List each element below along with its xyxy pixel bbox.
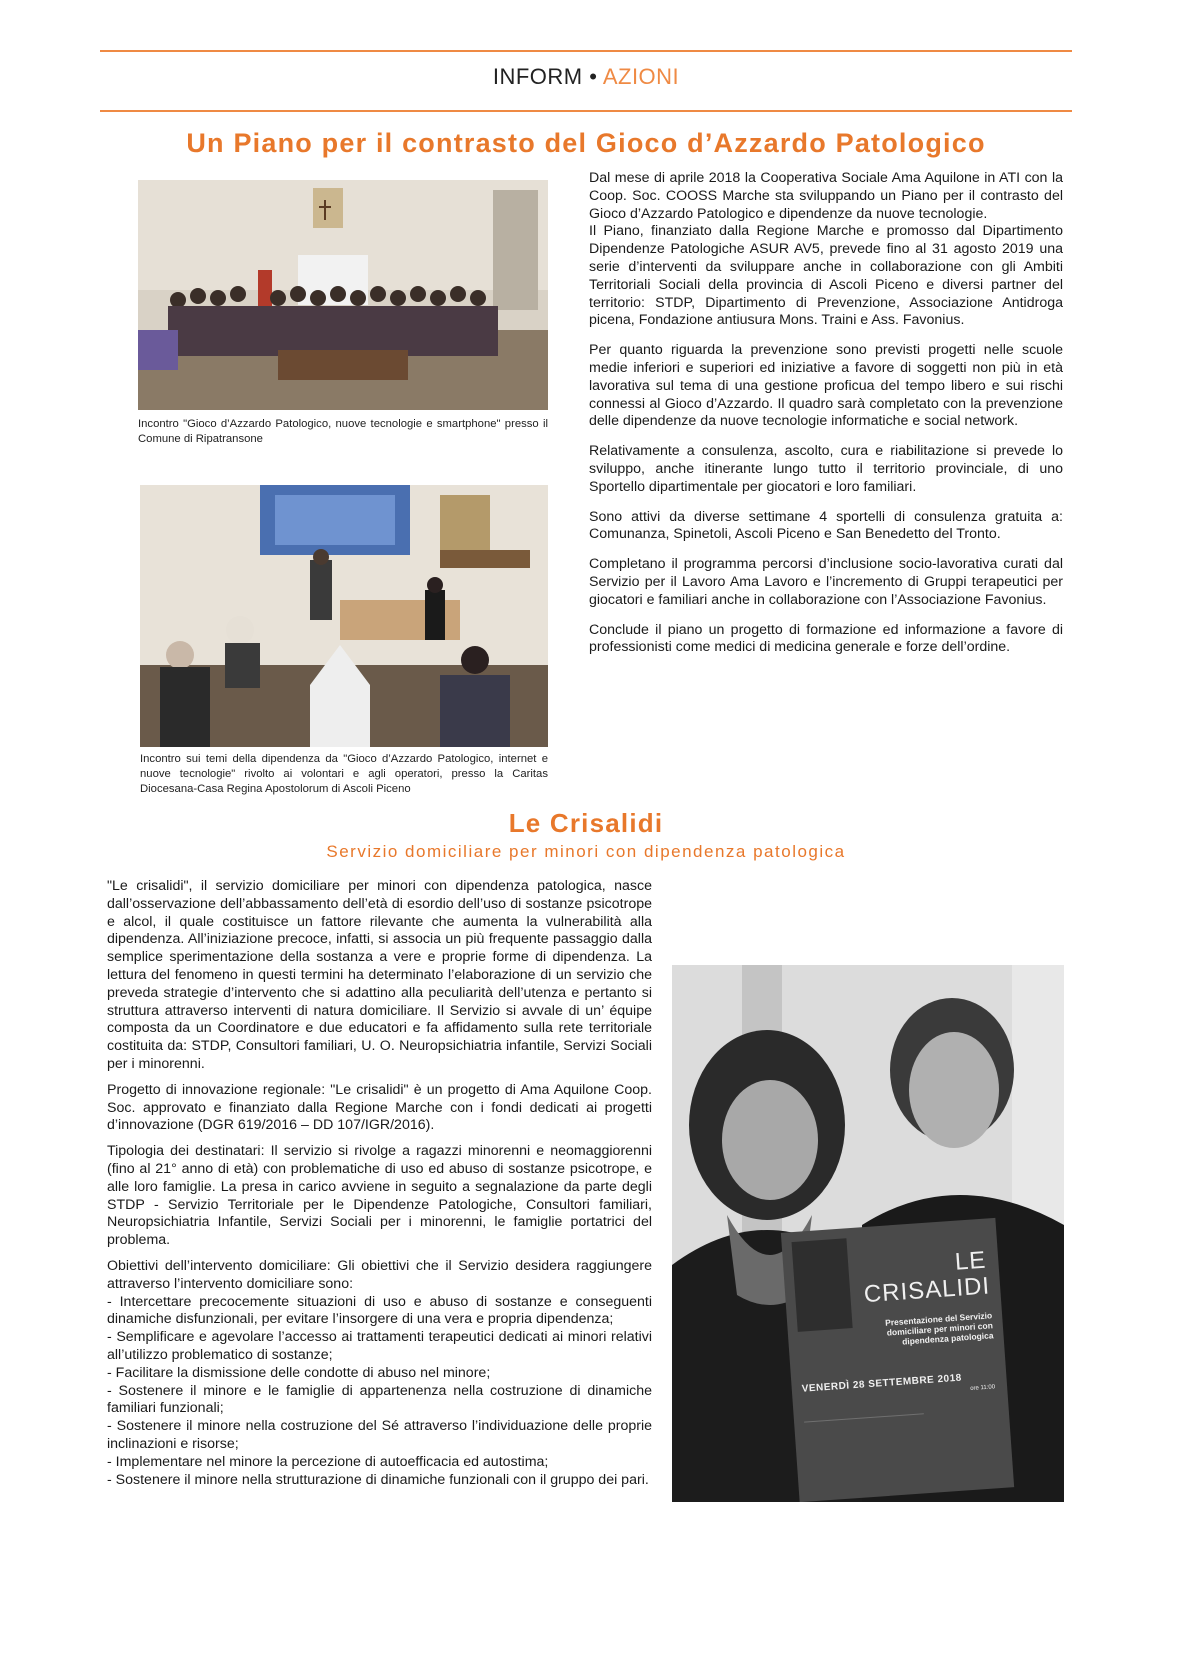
photo-group-ripatransone (138, 180, 548, 410)
objective-item: - Sostenere il minore e le famiglie di appartenenza nella costruzione di dinamiche familiari funzionali; (107, 1382, 652, 1417)
article1-paragraph: Per quanto riguarda la prevenzione sono previsti progetti nelle scuole medie inferiori e superiori ed iniziative a favore di soggetti non più in età lavorativa sul tema di una gestione proficua del tempo libero e sui rischi connessi al Gioco d’Azzardo. Il quadro sarà completato con la prevenzione delle dipendenze da nuove tecnologie informatiche e social network. (589, 342, 1063, 430)
header-rule-top (100, 50, 1072, 52)
header-azioni: AZIONI (602, 64, 680, 89)
photo2-caption: Incontro sui temi della dipendenza da "Gioco d’Azzardo Patologico, internet e nuove tecnologie" rivolto ai volontari e agli operatori, presso la Caritas Diocesana-Casa Regina Apostolorum di Ascoli Piceno (140, 753, 548, 795)
article1-body (589, 170, 1063, 669)
section-header (100, 64, 1072, 90)
article1-paragraph: Relativamente a consulenza, ascolto, cura e riabilitazione si prevede lo sviluppo, anche itinerante lungo tutto il territorio provinciale, di uno Sportello dipartimentale per giocatori e loro familiari. (589, 443, 1063, 495)
poster-time: ore 11:00 (970, 1384, 996, 1392)
header-inform: INFORM (492, 64, 583, 89)
article1-paragraph: Dal mese di aprile 2018 la Cooperativa Sociale Ama Aquilone in ATI con la Coop. Soc. COOSS Marche sta sviluppando un Piano per il contrasto del Gioco d’Azzardo Patologico e dipendenze da nuove tecnologie. (589, 170, 1063, 222)
poster-speakers-block (804, 1413, 928, 1482)
poster-subtitle: Presentazione del Servizio domiciliare per minori con dipendenza patologica (884, 1310, 994, 1347)
article2-paragraph: Obiettivi dell’intervento domiciliare: Gli obiettivi che il Servizio desidera raggiungere attraverso l’intervento domiciliare sono: (107, 1257, 652, 1292)
article2-paragraph: Tipologia dei destinatari: Il servizio si rivolge a ragazzi minorenni e neomaggiorenni (fino al 21° anno di età) con problematiche di uso ed abuso di sostanze psicotrope, e alle loro famiglie. La presa in carico avviene in seguito a segnalazione da parte degli STDP - Servizio Territoriale per le Dipendenze Patologiche, Consultori familiari, Neuropsichiatria Infantile, Servizi Sociali per i minorenni, le famiglie portatrici del problema. (107, 1143, 652, 1249)
objective-item: - Implementare nel minore la percezione di autoefficacia ed autostima; (107, 1453, 549, 1470)
article2-paragraph: "Le crisalidi", il servizio domiciliare per minori con dipendenza patologica, nasce dall’osservazione dell’abbassamento dell’età di esordio dell’uso di sostanze psicotrope e alcol, il quale costituisce un fattore rilevante che aumenta la vulnerabilità alla dipendenza. All’iniziazione precoce, infatti, si associa un più frequente passaggio dalla semplice sperimentazione della sostanza a vere e proprie forme di dipendenza. La lettura del fenomeno in questi termini ha determinato l’elaborazione di un servizio che preveda strategie d’intervento che si adattino alla peculiarità dell’utenza e pertanto si struttura attraverso interventi di natura domiciliare. Il Servizio si avvale di un’ équipe composta da un Coordinatore e due educatori e fa affidamento sulla rete territoriale costituita da: STDP, Consultori familiari, U. O. Neuropsichiatria infantile, Servizi Sociali per i minorenni. (107, 878, 652, 1072)
article1-paragraph: Sono attivi da diverse settimane 4 sportelli di consulenza gratuita a: Comunanza, Spinetoli, Ascoli Piceno e San Benedetto del Tronto. (589, 508, 1063, 543)
objective-item: - Sostenere il minore nella costruzione del Sé attraverso l’individuazione delle proprie inclinazioni e risorse; (107, 1418, 652, 1452)
article1-paragraph: Conclude il piano un progetto di formazione ed informazione a favore di professionisti come medici di medicina generale e forze dell’ordine. (589, 621, 1063, 656)
poster-date: VENERDÌ 28 SETTEMBRE 2018 (801, 1372, 963, 1395)
article2-body (107, 878, 652, 1489)
crisalidi-poster (781, 1218, 1014, 1502)
article2-paragraph: Progetto di innovazione regionale: "Le crisalidi" è un progetto di Ama Aquilone Coop. Soc. approvato e finanziato dalla Regione Marche con i fondi dedicati ai progetti d’innovazione (DGR 619/2016 – DD 107/IGR/2016). (107, 1081, 652, 1134)
poster-title-crisalidi: CRISALIDI (863, 1272, 991, 1309)
objective-item: - Facilitare la dismissione delle condotte di abuso nel minore; (107, 1364, 491, 1381)
poster-shoe-graphic (792, 1238, 853, 1332)
article1-paragraph: Completano il programma percorsi d’inclusione socio-lavorativa curati dal Servizio per il Lavoro Ama Lavoro e l’incremento di Gruppi terapeutici per giocatori e familiari anche in collaborazione con l’Associazione Favonius. (589, 556, 1063, 608)
photo1-caption: Incontro "Gioco d’Azzardo Patologico, nuove tecnologie e smartphone" presso il Comune di Ripatransone (138, 418, 548, 445)
objective-item: - Semplificare e agevolare l’accesso ai trattamenti terapeutici dedicati ai minori relativi all’utilizzo problematico di sostanze; (107, 1329, 652, 1363)
header-rule-bottom (100, 110, 1072, 112)
header-separator: • (589, 64, 598, 89)
article2-subtitle: Servizio domiciliare per minori con dipendenza patologica (326, 842, 846, 861)
objective-item: - Intercettare precocemente situazioni di uso e abuso di sostanze e conseguenti dinamiche disfunzionali, per evitare l’insorgere di una vera e propria dipendenza; (107, 1293, 652, 1328)
article1-title: Un Piano per il contrasto del Gioco d’Azzardo Patologico (186, 128, 986, 158)
article1-paragraph: Il Piano, finanziato dalla Regione Marche e promosso dal Dipartimento Dipendenze Patologiche ASUR AV5, prevede fino al 31 agosto 2019 una serie d’interventi da sviluppare anche in collaborazione con gli Ambiti Territoriali Sociali della provincia di Ascoli Piceno e diversi partner del territorio: STDP, Dipartimento di Prevenzione, Associazione Antidroga picena, Fondazione antiusura Mons. Traini e Ass. Favonius. (589, 223, 1063, 329)
photo-conference-caritas (140, 485, 548, 747)
photo-crisalidi-poster (672, 965, 1064, 1502)
article2-title: Le Crisalidi (508, 808, 664, 838)
poster-title-le: LE (954, 1246, 988, 1276)
objective-item: - Sostenere il minore nella strutturazione di dinamiche funzionali con il gruppo dei pari. (107, 1471, 649, 1488)
